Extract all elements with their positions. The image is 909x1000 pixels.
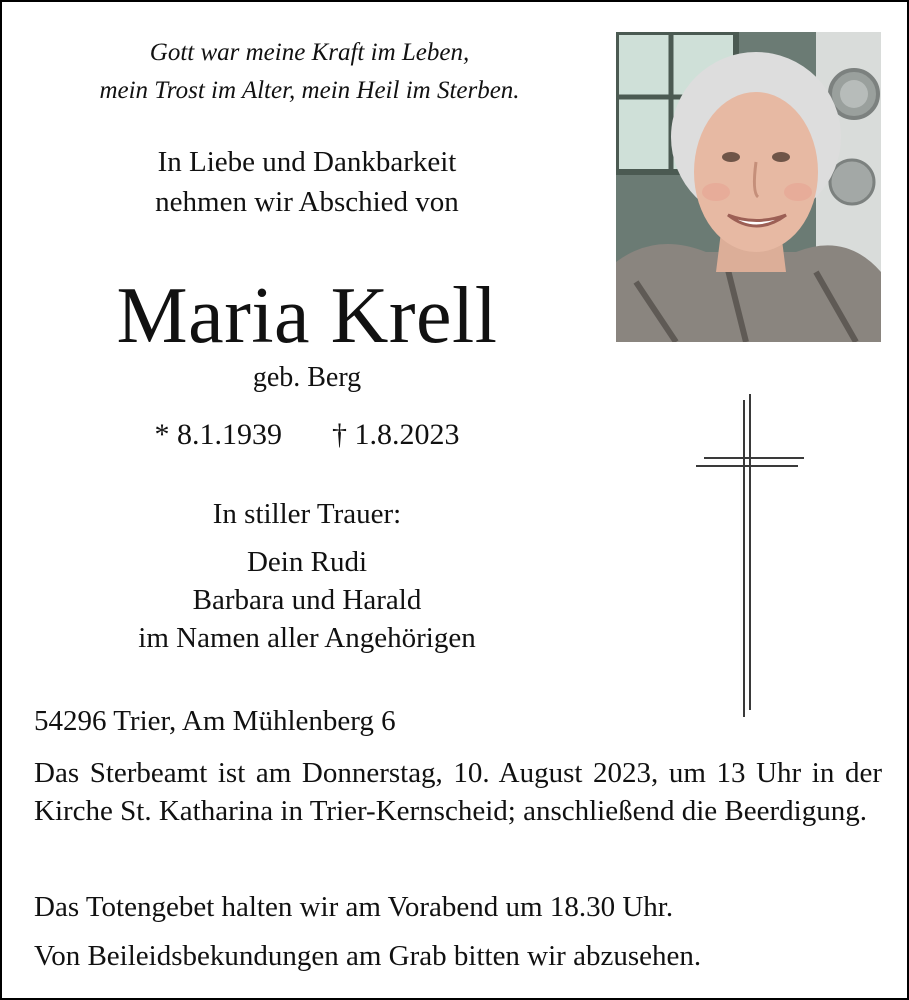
maiden-name: geb. Berg (252, 362, 362, 393)
cross-icon (692, 392, 812, 727)
death-date: † 1.8.2023 (332, 418, 460, 451)
portrait-photo-icon (616, 32, 881, 342)
motto-line: mein Trost im Alter, mein Heil im Sterben. (99, 77, 520, 104)
mourner-line: Barbara und Harald (192, 584, 422, 616)
mourner-line: Dein Rudi (246, 546, 368, 578)
condolence-request: Von Beileidsbekundungen am Grab bitten wir abzusehen. (34, 940, 702, 972)
wake-prayer-info: Das Totengebet halten wir am Vorabend um 18.30 Uhr. (34, 891, 674, 923)
birth-date: * 8.1.1939 (154, 418, 282, 451)
funeral-mass-info: Das Sterbeamt ist am Donnerstag, 10. August 2023, um 13 Uhr in der Kirche St. Katharina in Trier-Kernscheid; anschließend die Beerdigung. (34, 757, 882, 827)
motto-verse (32, 34, 587, 110)
intro-text (22, 142, 592, 222)
motto-line: Gott war meine Kraft im Leben, (149, 39, 470, 66)
deceased-name: Maria Krell (116, 272, 498, 360)
mourning-heading: In stiller Trauer: (212, 498, 402, 530)
family-address: 54296 Trier, Am Mühlenberg 6 (34, 705, 396, 737)
life-dates (22, 416, 592, 454)
mourners-list (22, 543, 592, 657)
intro-line: In Liebe und Dankbarkeit (157, 146, 457, 178)
intro-line: nehmen wir Abschied von (155, 186, 459, 218)
mourner-line: im Namen aller Angehörigen (138, 622, 476, 654)
